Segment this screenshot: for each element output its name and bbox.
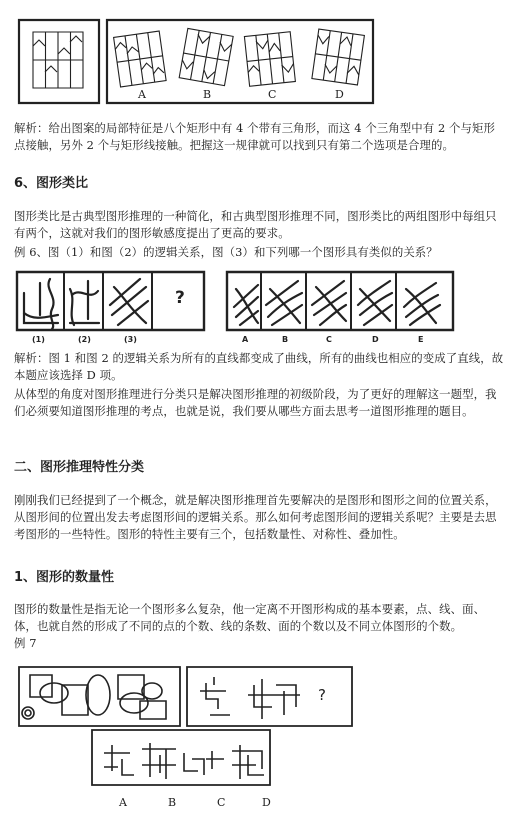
fig1-option-a-label: A	[138, 88, 146, 101]
fig6-option-d-label: D	[372, 335, 379, 344]
figure-7-drawing	[0, 655, 515, 835]
fig1-option-b-label: B	[203, 88, 212, 101]
analysis-paragraph-1: 解析：给出图案的局部特征是八个矩形中有 4 个带有三角形，而这 4 个三角型中有 2 个与矩形点接触，另外 2 个与矩形线接触。把握这一规律就可以找到只有第二个选项是合理的。	[14, 121, 496, 152]
fig7-option-a-label: A	[119, 796, 127, 809]
example-6-text: 例 6、图（1）和图（2）的逻辑关系，图（3）和下列哪一个图形具有类似的关系？	[14, 245, 438, 259]
body-paragraph-properties: 刚刚我们已经提到了一个概念，就是解决图形推理首先要解决的是图形和图形之间的位置关系，从图形间的位置出发去考虑图形间的逻辑关系。那么如何考虑图形间的逻辑关系呢？主要是去思考图形的一些特性。图形的特性主要有三个，包括数量性、对称性、叠加性。	[14, 493, 497, 541]
fig6-option-e-label: E	[418, 335, 424, 344]
fig1-option-c-label: C	[268, 88, 277, 101]
section-6-heading: 6、图形类比	[14, 176, 89, 191]
fig7-option-b-label: B	[168, 796, 177, 809]
body-paragraph-quantity: 图形的数量性是指无论一个图形多么复杂，他一定离不开图形构成的基本要素，点、线、面、体，也就自然的形成了不同的点的个数、线的条数、面的个数以及不同立体图形的个数。	[14, 602, 486, 633]
fig6-option-b-label: B	[282, 335, 289, 344]
fig7-option-c-label: C	[217, 796, 226, 809]
figure-1-options-panel	[0, 0, 515, 120]
fig7-question-mark: ?	[318, 686, 326, 704]
fig1-option-d-label: D	[335, 88, 344, 101]
fig6-option-c-label: C	[326, 335, 332, 344]
fig6-question-mark: ?	[175, 288, 185, 308]
section-2-heading: 二、图形推理特性分类	[14, 460, 145, 475]
intro-paragraph-analogy: 图形类比是古典型图形推理的一种简化，和古典型图形推理不同，图形类比的两组图形中每组只有两个，这就对我们的图形敏感度提出了更高的要求。	[14, 209, 497, 240]
fig6-option-a-label: A	[242, 335, 249, 344]
section-1-heading: 1、图形的数量性	[14, 570, 115, 585]
fig6-sublabel-3: (3)	[124, 335, 137, 344]
analysis-paragraph-2: 解析：图 1 和图 2 的逻辑关系为所有的直线都变成了曲线，所有的曲线也相应的变成了直线，故本题应该选择 D 项。	[14, 351, 504, 382]
fig6-sublabel-2: (2)	[78, 335, 91, 344]
body-paragraph-classification: 从体型的角度对图形推理进行分类只是解决图形推理的初级阶段，为了更好的理解这一题型，我们必须要知道图形推理的考点，也就是说，我们要从哪些方面去思考一道图形推理的题目。	[14, 387, 497, 418]
fig6-sublabel-1: (1)	[32, 335, 45, 344]
fig7-option-d-label: D	[262, 796, 271, 809]
example-7-text: 例 7	[14, 636, 37, 650]
